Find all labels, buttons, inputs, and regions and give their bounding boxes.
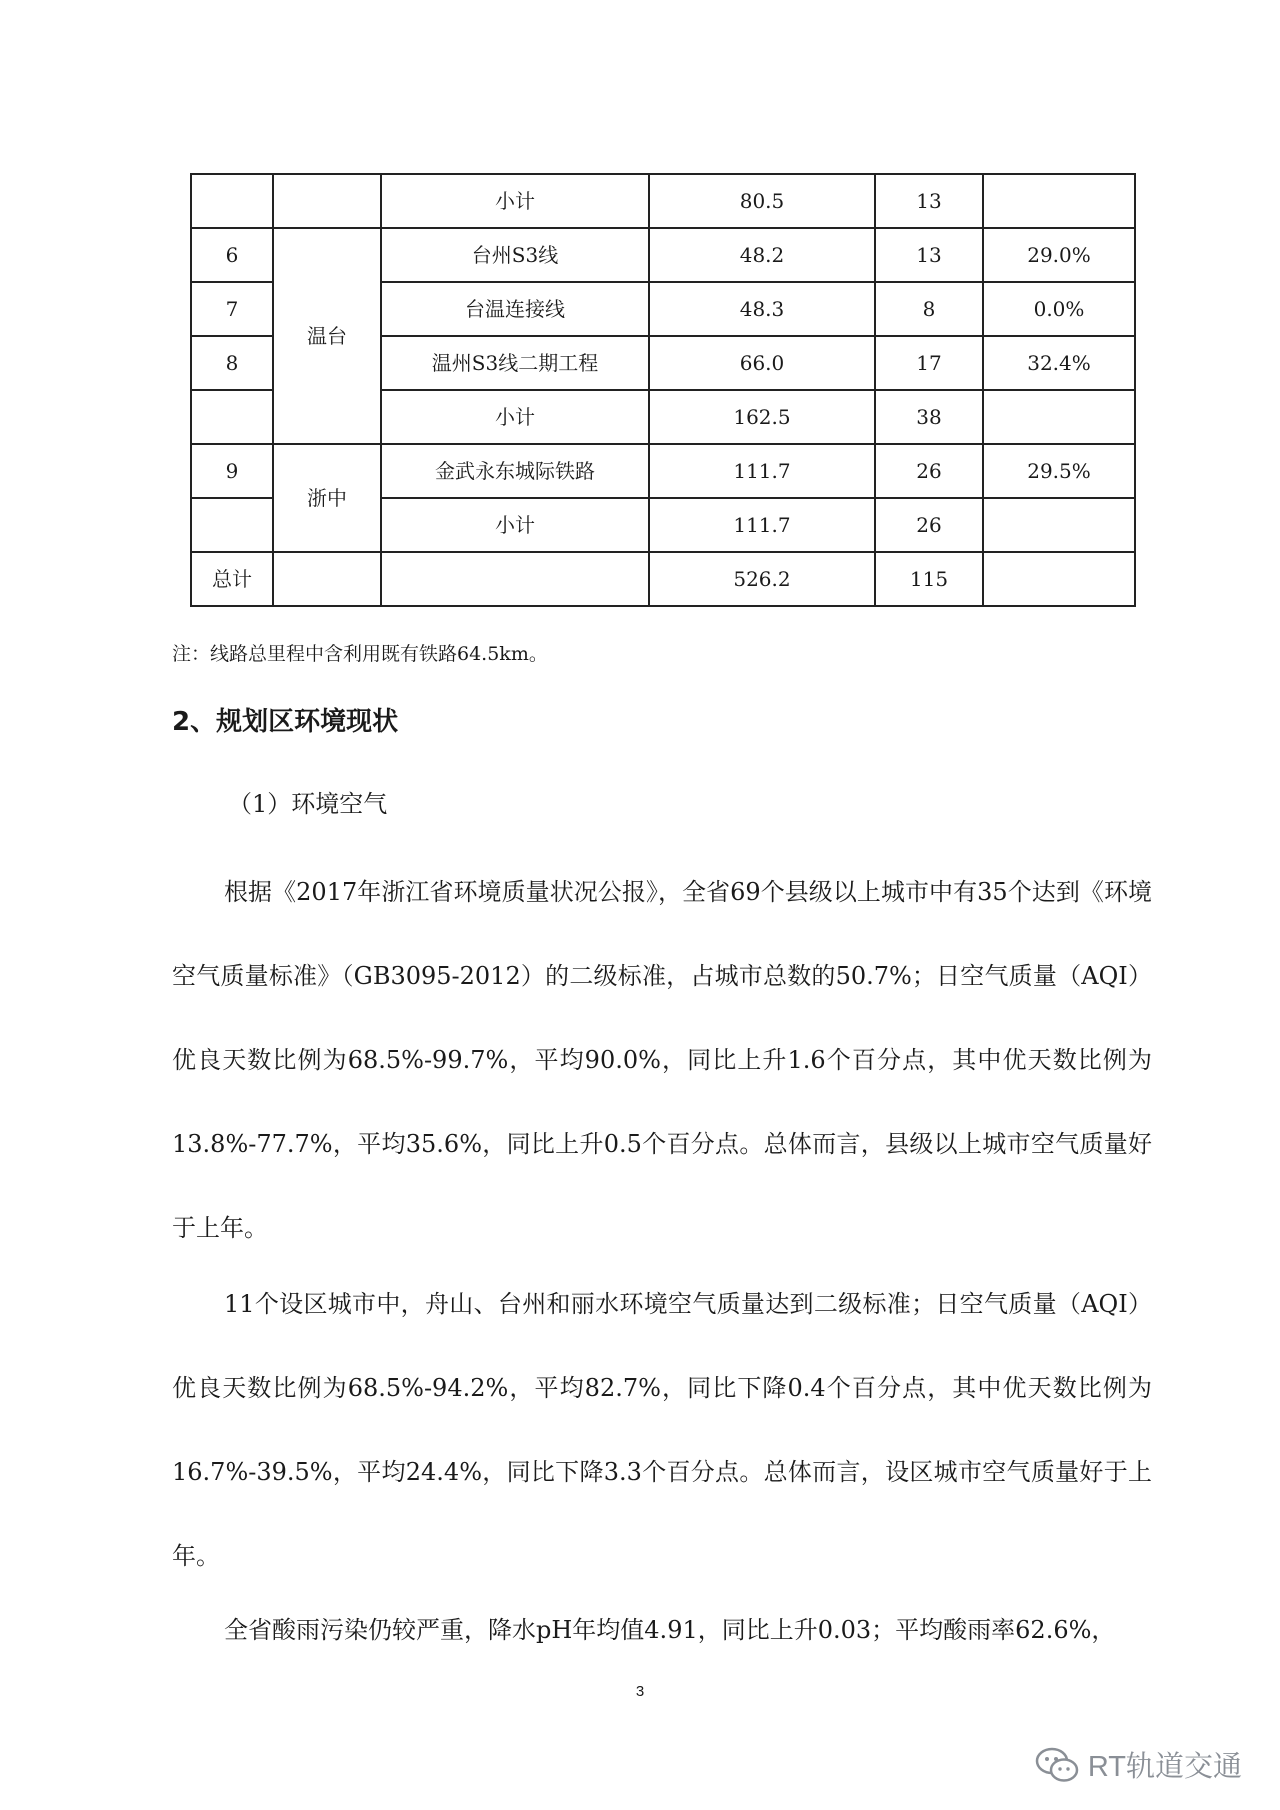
cell-line: 温州S3线二期工程: [381, 336, 649, 390]
cell-line: 台温连接线: [381, 282, 649, 336]
cell-no: [191, 498, 273, 552]
table-row: [191, 552, 1135, 606]
cell-no: 6: [191, 228, 273, 282]
cell-line: 金武永东城际铁路: [381, 444, 649, 498]
cell-ratio: 29.5%: [983, 444, 1135, 498]
cell-line: 台州S3线: [381, 228, 649, 282]
body-paragraph: 全省酸雨污染仍较严重，降水pH年均值4.91，同比上升0.03；平均酸雨率62.6%，: [224, 1616, 1116, 1644]
table-row: [191, 174, 1135, 228]
cell-stations: 115: [875, 552, 983, 606]
table-note: 注：线路总里程中含利用既有铁路64.5km。: [172, 643, 548, 665]
cell-stations: 17: [875, 336, 983, 390]
page-number: 3: [635, 1683, 645, 1700]
cell-stations: 26: [875, 444, 983, 498]
cell-length: 66.0: [649, 336, 875, 390]
cell-length: 526.2: [649, 552, 875, 606]
cell-region: 浙中: [273, 444, 381, 552]
body-paragraph: 根据《2017年浙江省环境质量状况公报》，全省69个县级以上城市中有35个达到《环境空气质量标准》（GB3095-2012）的二级标准，占城市总数的50.7%；日空气质量（AQI）优良天数比例为68.5%-99.7%，平均90.0%，同比上升1.6个百分点，其中优天数比例为13.8%-77.7%，平均35.6%，同比上升0.5个百分点。总体而言，县级以上城市空气质量好于上年。: [172, 878, 1152, 1242]
railway-lines-table: [190, 173, 1136, 607]
cell-ratio: [983, 390, 1135, 444]
cell-line: 小计: [381, 498, 649, 552]
wechat-icon: [1034, 1746, 1080, 1784]
cell-length: 80.5: [649, 174, 875, 228]
cell-region: [273, 552, 381, 606]
cell-ratio: [983, 174, 1135, 228]
cell-ratio: 32.4%: [983, 336, 1135, 390]
cell-no: 9: [191, 444, 273, 498]
table-row: [191, 444, 1135, 498]
cell-line: 小计: [381, 174, 649, 228]
cell-length: 48.2: [649, 228, 875, 282]
cell-stations: 13: [875, 228, 983, 282]
cell-stations: 8: [875, 282, 983, 336]
body-paragraph: 11个设区城市中，舟山、台州和丽水环境空气质量达到二级标准；日空气质量（AQI）优良天数比例为68.5%-94.2%，平均82.7%，同比下降0.4个百分点，其中优天数比例为16.7%-39.5%，平均24.4%，同比下降3.3个百分点。总体而言，设区城市空气质量好于上年。: [172, 1290, 1152, 1570]
cell-ratio: [983, 552, 1135, 606]
cell-stations: 26: [875, 498, 983, 552]
cell-line: [381, 552, 649, 606]
cell-length: 111.7: [649, 444, 875, 498]
cell-no: [191, 174, 273, 228]
cell-line: 小计: [381, 390, 649, 444]
cell-ratio: 0.0%: [983, 282, 1135, 336]
watermark-text: RT轨道交通: [1087, 1751, 1242, 1783]
cell-length: 48.3: [649, 282, 875, 336]
cell-ratio: 29.0%: [983, 228, 1135, 282]
cell-no: [191, 390, 273, 444]
section-heading: 2、规划区环境现状: [172, 707, 399, 737]
watermark: [1034, 1744, 1242, 1785]
table-row: [191, 228, 1135, 282]
cell-no: 7: [191, 282, 273, 336]
cell-stations: 38: [875, 390, 983, 444]
cell-ratio: [983, 498, 1135, 552]
cell-region: 温台: [273, 228, 381, 444]
cell-no: 总计: [191, 552, 273, 606]
cell-region: [273, 174, 381, 228]
cell-no: 8: [191, 336, 273, 390]
cell-length: 162.5: [649, 390, 875, 444]
cell-length: 111.7: [649, 498, 875, 552]
cell-stations: 13: [875, 174, 983, 228]
subsection-heading: （1）环境空气: [228, 790, 388, 818]
